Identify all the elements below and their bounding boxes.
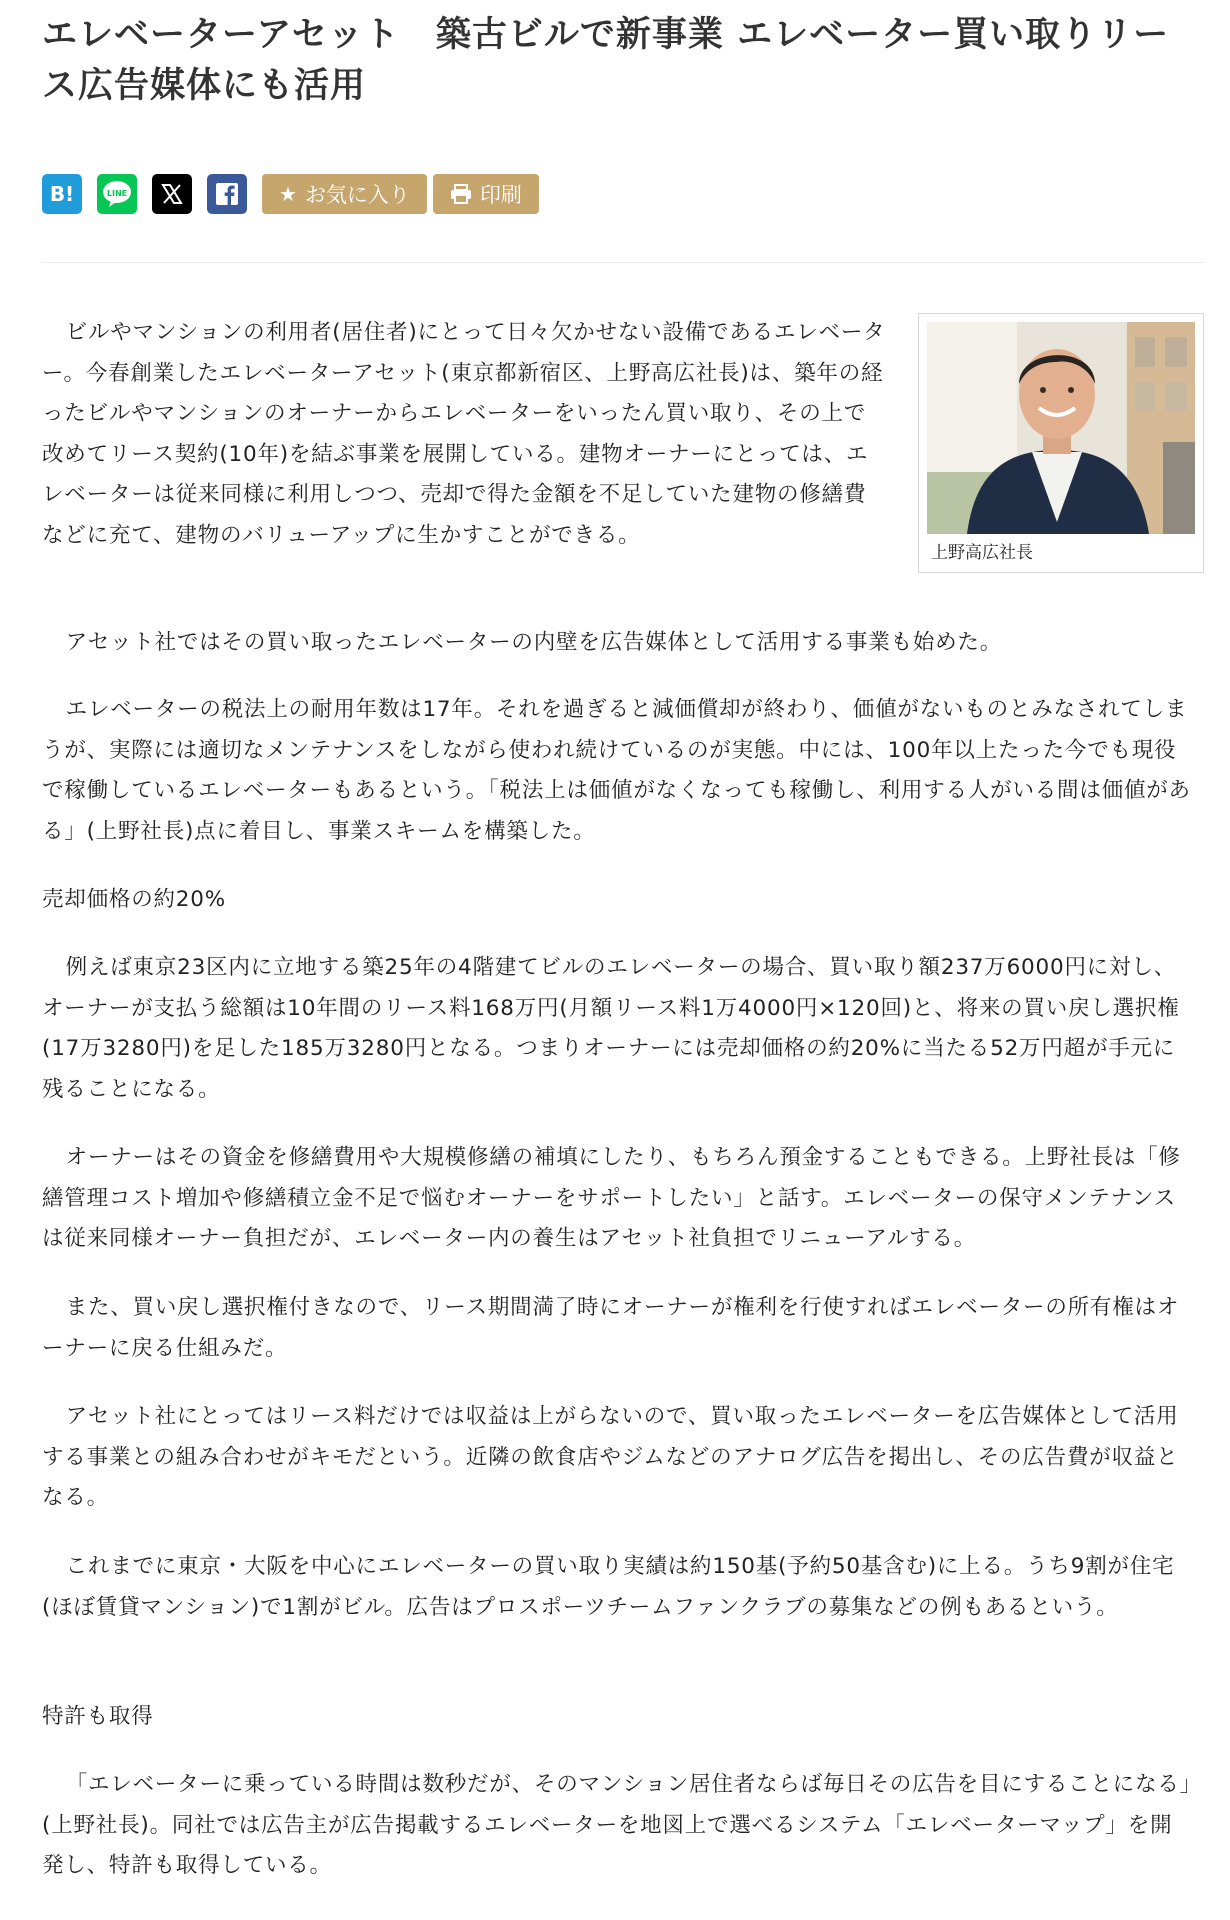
header-divider <box>42 262 1205 263</box>
star-icon: ★ <box>279 182 297 206</box>
favorite-button[interactable] <box>262 174 427 214</box>
president-photo-figure <box>918 313 1204 573</box>
facebook-share-button[interactable] <box>207 174 247 214</box>
print-label: 印刷 <box>479 183 522 207</box>
hatena-bookmark-button[interactable] <box>42 174 82 214</box>
paragraph-2: アセット社ではその買い取ったエレベーターの内壁を広告媒体として活用する事業も始めた。 <box>65 630 1003 655</box>
paragraph-7: アセット社にとってはリース料だけでは収益は上がらないので、買い取ったエレベーターを広告媒体として活用する事業との組み合わせがキモだという。近隣の飲食店やジムなどのアナログ広告を掲出し、その広告費が収益となる。 <box>42 1404 1179 1510</box>
paragraph-5: オーナーはその資金を修繕費用や大規模修繕の補填にしたり、もちろん預金することもできる。上野社長は「修繕管理コスト増加や修繕積立金不足で悩むオーナーをサポートしたい」と話す。エレベーターの保守メンテナンスは従来同様オーナー負担だが、エレベーター内の養生はアセット社負担でリニューアルする。 <box>42 1145 1181 1251</box>
facebook-icon <box>214 181 240 207</box>
paragraph-8: これまでに東京・大阪を中心にエレベーターの買い取り実績は約150基(予約50基含む)に上る。うち9割が住宅(ほぼ賃貸マンション)で1割がビル。広告はプロスポーツチームファンクラブの募集などの例もあるという。 <box>42 1554 1175 1620</box>
share-bar <box>42 173 539 215</box>
x-icon <box>160 182 184 206</box>
line-icon-label: LINE <box>106 189 128 198</box>
president-photo <box>927 322 1195 534</box>
hatena-icon: B! <box>49 182 75 206</box>
section-heading-2: 特許も取得 <box>42 1704 154 1729</box>
photo-caption: 上野高広社長 <box>931 543 1033 563</box>
section-heading-1: 売却価格の約20% <box>42 887 226 912</box>
paragraph-6: また、買い戻し選択権付きなので、リース期間満了時にオーナーが権利を行使すればエレベーターの所有権はオーナーに戻る仕組みだ。 <box>42 1295 1180 1361</box>
printer-icon <box>450 184 472 204</box>
paragraph-3: エレベーターの税法上の耐用年数は17年。それを過ぎると減価償却が終わり、価値がないものとみなされてしまうが、実際には適切なメンテナンスをしながら使われ続けているのが実態。中には、100年以上たった今でも現役で稼働しているエレベーターもあるという。「税法上は価値がなくなっても稼働し、利用する人がいる間は価値がある」(上野社長)点に着目し、事業スキームを構築した。 <box>42 697 1191 844</box>
paragraph-9: 「エレベーターに乗っている時間は数秒だが、そのマンション居住者ならば毎日その広告を目にすることになる」(上野社長)。同社では広告主が広告掲載するエレベーターを地図上で選べるシステム「エレベーターマップ」を開発し、特許も取得している。 <box>42 1772 1192 1878</box>
print-button[interactable] <box>433 174 539 214</box>
line-share-button[interactable] <box>97 174 137 214</box>
x-share-button[interactable] <box>152 174 192 214</box>
paragraph-1: ビルやマンションの利用者(居住者)にとって日々欠かせない設備であるエレベーター。今春創業したエレベーターアセット(東京都新宿区、上野高広社長)は、築年の経ったビルやマンションのオーナーからエレベーターをいったん買い取り、その上で改めてリース契約(10年)を結ぶ事業を展開している。建物オーナーにとっては、エレベーターは従来同様に利用しつつ、売却で得た金額を不足していた建物の修繕費などに充て、建物のバリューアップに生かすことができる。 <box>42 320 886 548</box>
line-icon <box>101 179 133 209</box>
article-title: エレベーターアセット 築古ビルで新事業 エレベーター買い取りリース広告媒体にも活用 <box>42 15 1170 106</box>
favorite-label: お気に入り <box>304 183 410 207</box>
paragraph-4: 例えば東京23区内に立地する築25年の4階建てビルのエレベーターの場合、買い取り額237万6000円に対し、オーナーが支払う総額は10年間のリース料168万円(月額リース料1万4000円×120回)と、将来の買い戻し選択権(17万3280円)を足した185万3280円となる。つまりオーナーには売却価格の約20%に当たる52万円超が手元に残ることになる。 <box>42 955 1180 1102</box>
